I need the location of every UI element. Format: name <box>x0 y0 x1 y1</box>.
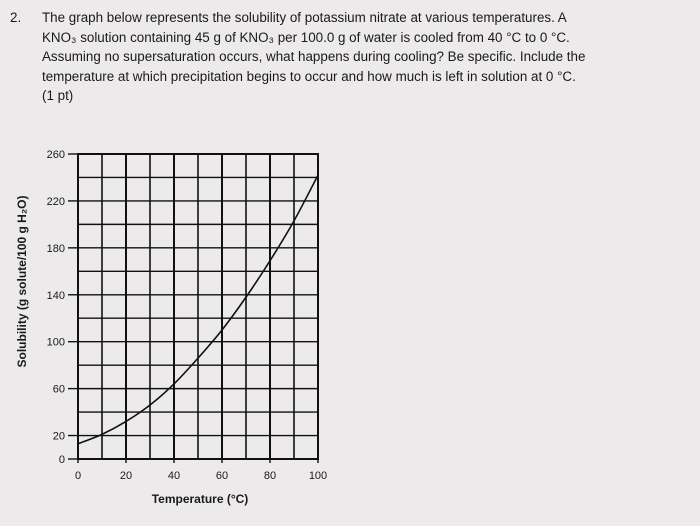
x-tick-label: 100 <box>308 470 328 482</box>
question-line: Assuming no supersaturation occurs, what happens during cooling? Be specific. Include the <box>42 49 586 64</box>
y-tick-label: 220 <box>46 195 65 208</box>
y-tick-label: 20 <box>52 430 65 443</box>
y-tick-label: 60 <box>52 383 65 396</box>
question-line: The graph below represents the solubility of potassium nitrate at various temperatures. A <box>42 10 567 25</box>
x-tick-label: 40 <box>167 470 181 482</box>
y-tick-label: 180 <box>46 242 65 255</box>
question-line: KNO₃ solution containing 45 g of KNO₃ per 100.0 g of water is cooled from 40 °C to 0 °C. <box>42 29 570 45</box>
question-number: 2. <box>10 10 22 25</box>
y-tick-label: 260 <box>46 149 65 161</box>
question-line: temperature at which precipitation begins to occur and how much is left in solution at 0 °C. <box>42 68 576 84</box>
y-tick-label: 0 <box>58 454 65 466</box>
question-line: (1 pt) <box>42 88 74 103</box>
x-tick-label: 80 <box>263 470 277 482</box>
y-tick-label: 140 <box>46 289 65 302</box>
x-axis-label: Temperature (°C) <box>151 492 249 506</box>
y-tick-label: 100 <box>46 336 65 349</box>
x-tick-label: 20 <box>119 470 133 482</box>
x-tick-label: 60 <box>215 470 229 482</box>
y-axis-label: Solubility (g solute/100 g H₂O) <box>15 195 29 368</box>
x-tick-label: 0 <box>74 470 82 482</box>
